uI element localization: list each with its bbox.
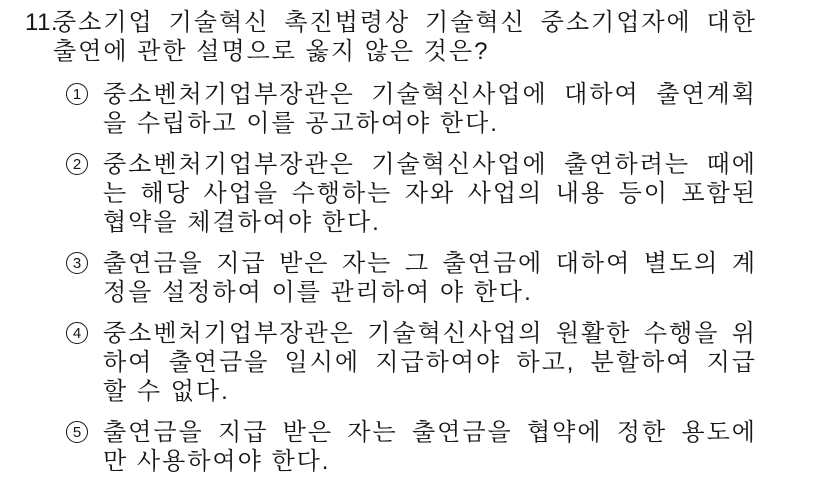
option-4-lines [103,319,757,406]
option-line: 협약을 체결하여야 한다. [103,209,381,236]
option-1[interactable] [66,80,757,138]
question-line: 중소기업 기술혁신 촉진법령상 기술혁신 중소기업자에 대한 [53,9,757,36]
option-line: 을 수립하고 이를 공고하여야 한다. [103,110,499,137]
option-1-lines [103,80,757,138]
option-4[interactable] [66,319,757,406]
question-line: 출연에 관한 설명으로 옳지 않은 것은? [53,38,490,65]
question-number: 11. [25,9,59,36]
option-line: 하여 출연금을 일시에 지급하여야 하고, 분할하여 지급 [103,349,757,376]
option-line: 중소벤처기업부장관은 기술혁신사업의 원활한 수행을 위 [103,320,757,347]
option-3-lines [103,249,757,307]
option-1-circled-number-icon: 1 [66,83,88,105]
option-4-circled-number-icon: 4 [66,322,88,344]
option-5-lines [103,418,757,476]
option-3[interactable] [66,249,757,307]
option-5[interactable] [66,418,757,476]
option-2-lines [103,150,757,237]
option-line: 할 수 없다. [103,378,230,405]
option-2-circled-number-icon: 2 [66,153,88,175]
option-3-circled-number-icon: 3 [66,252,88,274]
option-2[interactable] [66,150,757,237]
option-line: 출연금을 지급 받은 자는 그 출연금에 대하여 별도의 계 [103,250,757,277]
question-block [25,8,757,66]
option-5-circled-number-icon: 5 [66,421,88,443]
option-line: 정을 설정하여 이를 관리하여 야 한다. [103,279,533,306]
option-line: 중소벤처기업부장관은 기술혁신사업에 출연하려는 때에 [103,151,757,178]
options [25,80,757,476]
option-line: 중소벤처기업부장관은 기술혁신사업에 대하여 출연계획 [103,81,757,108]
option-line: 출연금을 지급 받은 자는 출연금을 협약에 정한 용도에 [103,419,757,446]
option-line: 만 사용하여야 한다. [103,448,331,475]
question-lines [53,8,757,66]
question-row [25,8,757,66]
option-line: 는 해당 사업을 수행하는 자와 사업의 내용 등이 포함된 [103,180,757,207]
